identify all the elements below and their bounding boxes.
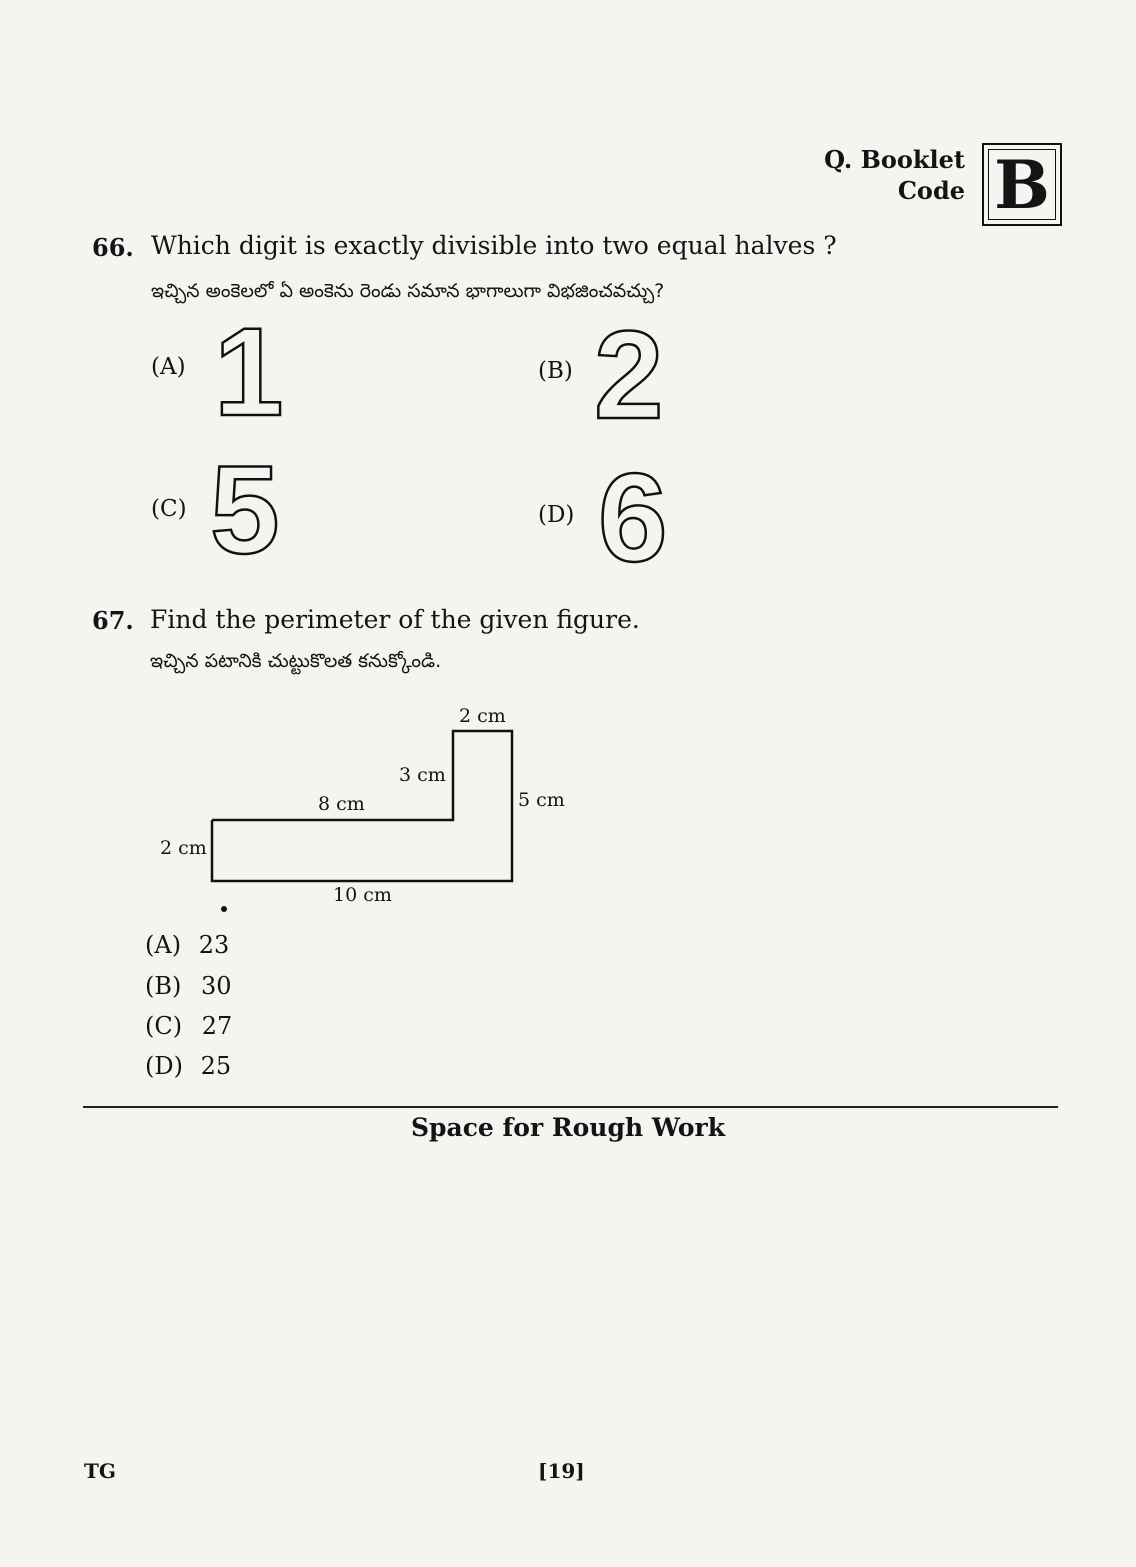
- question-67-option-a-label: (A): [145, 931, 182, 959]
- figure-label-top: 2 cm: [459, 705, 506, 727]
- question-67-option-d: [145, 1052, 231, 1080]
- figure-label-bottom: 10 cm: [333, 884, 392, 906]
- question-67-option-c-value: 27: [201, 1012, 233, 1040]
- question-66-option-b-digit: 2: [594, 306, 664, 445]
- booklet-code-letter: B: [994, 145, 1050, 224]
- rough-work-divider: [83, 1106, 1058, 1108]
- question-67-option-c-label: (C): [145, 1012, 183, 1040]
- rough-work-heading: Space for Rough Work: [410, 1113, 726, 1142]
- question-66-number: 66.: [92, 233, 134, 262]
- question-66-option-a-digit: 1: [214, 303, 284, 442]
- booklet-label-line1: Q. Booklet: [824, 145, 965, 174]
- question-67-option-d-value: 25: [200, 1052, 232, 1080]
- question-67-number: 67.: [92, 606, 134, 635]
- question-67-option-a: [145, 931, 229, 959]
- figure-label-inner-vertical: 3 cm: [399, 764, 446, 786]
- footer-code: TG: [84, 1459, 116, 1483]
- booklet-label-line2: Code: [897, 176, 965, 205]
- figure-label-left: 2 cm: [160, 837, 207, 859]
- question-67-text-telugu: ఇచ్చిన పటానికి చుట్టుకొలత కనుక్కోండి.: [150, 650, 442, 672]
- question-66-option-d-label: (D): [538, 502, 575, 528]
- question-67-text: Find the perimeter of the given figure.: [150, 605, 640, 634]
- question-66-text: Which digit is exactly divisible into two equal halves ?: [151, 231, 837, 260]
- figure-dot: [221, 906, 227, 912]
- question-66-option-c-digit: 5: [210, 441, 280, 580]
- figure-label-inner-horizontal: 8 cm: [318, 793, 365, 815]
- question-66-option-b-label: (B): [538, 358, 573, 384]
- question-66-option-c-label: (C): [151, 496, 187, 522]
- question-67-option-a-value: 23: [198, 931, 230, 959]
- question-66-option-d-digit: 6: [598, 449, 668, 588]
- question-67-option-b-label: (B): [145, 972, 182, 1000]
- question-67-option-b: [145, 972, 232, 1000]
- figure-label-right: 5 cm: [518, 789, 565, 811]
- page-number: [19]: [538, 1459, 585, 1483]
- question-67-option-d-label: (D): [145, 1052, 183, 1080]
- question-66-option-a-label: (A): [151, 354, 186, 380]
- question-67-option-c: [145, 1012, 232, 1040]
- question-66-text-telugu: ఇచ్చిన అంకెలలో ఏ అంకెను రెండు సమాన భాగాలుగా విభజించవచ్చు?: [151, 280, 665, 302]
- question-67-option-b-value: 30: [201, 972, 232, 1000]
